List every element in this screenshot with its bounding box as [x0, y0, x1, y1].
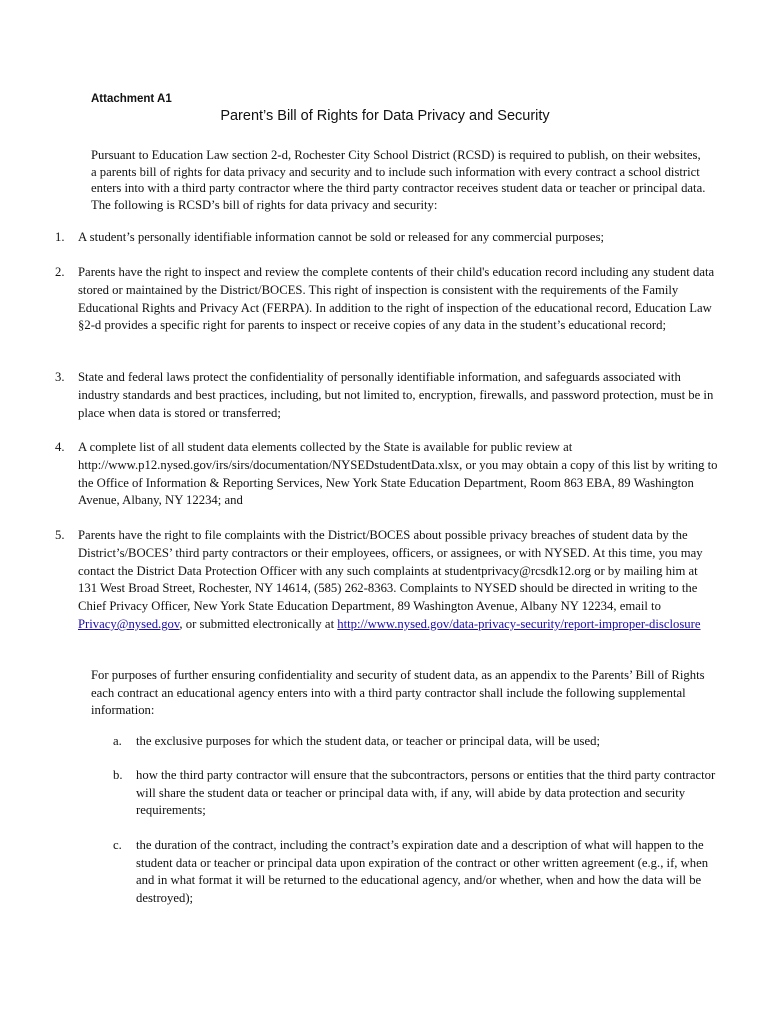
list-number: 1. [55, 230, 65, 244]
list-number: 2. [55, 265, 65, 279]
supplemental-paragraph: For purposes of further ensuring confidentiality and security of student data, as an appendix to the Parents’ Bill of Rights each contract an educational agency enters into with a third party contractor shall include the following supplemental information: [91, 668, 705, 718]
list-item-text: State and federal laws protect the confidentiality of personally identifiable information, and safeguards associated with industry standards and best practices, including, but not limited to, encryption, firewalls, and password protection, must be in place when data is stored or transferred; [78, 370, 714, 420]
complaint-text: Parents have the right to file complaints with the District/BOCES about possible privacy breaches of student data by the District’s/BOCES’ third party contractors or their employees, officers, or assignees, or with NYSED. At this time, you may contact the District Data Protection Officer with any such complaints at studentprivacy@rcsdk12.org or by mailing him at 131 West Broad Street, Rochester, NY 14614, (585) 262-8363. Complaints to NYSED should be directed in writing to the Chief Privacy Officer, New York State Education Department, 89 Washington Avenue, Albany NY 12234, email to [78, 528, 703, 614]
item-letter: b. [113, 768, 123, 782]
list-number: 4. [55, 440, 65, 454]
list-number: 5. [55, 528, 65, 542]
supplemental-item-text: how the third party contractor will ensure that the subcontractors, persons or entities that the third party contractor will share the student data or teacher or principal data with, if any, will abide by data protection and security requirements; [136, 768, 716, 818]
report-disclosure-link[interactable]: http://www.nysed.gov/data-privacy-security/report-improper-disclosure [337, 616, 701, 631]
list-item-text: Parents have the right to inspect and review the complete contents of their child's education record including any student data stored or maintained by the District/BOCES. This right of inspection is consistent with the requirements of the Family Educational Rights and Privacy Act (FERPA). In addition to the right of inspection of the educational record, Education Law §2-d provides a specific right for parents to inspect or receive copies of any data in the student’s educational record; [78, 265, 715, 333]
item-letter: a. [113, 734, 122, 748]
intro-paragraph: Pursuant to Education Law section 2-d, Rochester City School District (RCSD) is required to publish, on their websites, a parents bill of rights for data privacy and security and to include such information with every contract a school district enters into with a third party contractor where the third party contractor receives student data or teacher or principal data. The following is RCSD’s bill of rights for data privacy and security: [91, 148, 706, 212]
list-item-text: A complete list of all student data elements collected by the State is available for public review at http://www.p12.nysed.gov/irs/sirs/documentation/NYSEDstudentData.xlsx, or you may obtain a copy of this list by writing to the Office of Information & Reporting Services, New York State Education Department, Room 863 EBA, 89 Washington Avenue, Albany, NY 12234; and [78, 440, 718, 508]
list-number: 3. [55, 370, 65, 384]
list-item-text [78, 527, 718, 634]
list-item-text: A student’s personally identifiable information cannot be sold or released for any commercial purposes; [78, 230, 605, 244]
title-text: Parent’s Bill of Rights for Data Privacy and Security [220, 108, 550, 124]
supplemental-item-text: the exclusive purposes for which the student data, or teacher or principal data, will be used; [136, 734, 600, 748]
page-title [0, 108, 770, 124]
nysed-email-link[interactable]: Privacy@nysed.gov [78, 616, 180, 631]
item-letter: c. [113, 838, 122, 852]
complaint-text-continued: , or submitted electronically at [179, 616, 338, 631]
attachment-label: Attachment A1 [91, 93, 172, 105]
supplemental-item-text: the duration of the contract, including the contract’s expiration date and a description of what will happen to the student data or teacher or principal data upon expiration of the contract or other written agreement (e.g., if, when and in what format it will be returned to the educational agency, and/or whether, when and how the data will be destroyed); [136, 838, 709, 905]
